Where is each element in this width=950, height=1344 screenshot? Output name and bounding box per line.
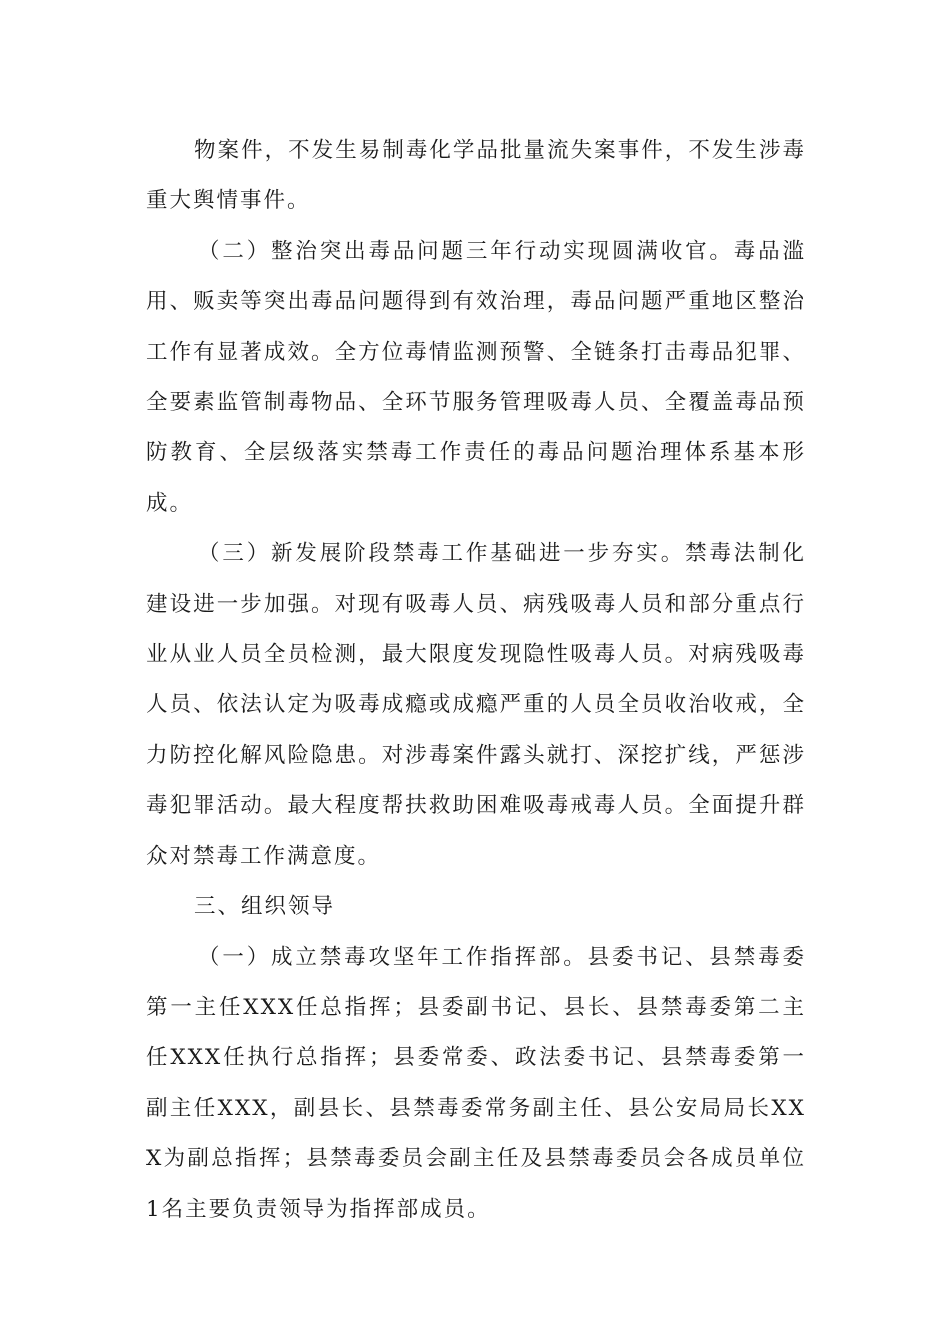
document-body (146, 126, 806, 1235)
section-heading-organization: 三、组织领导 (194, 894, 336, 920)
paragraph-continued-goals: 物案件，不发生易制毒化学品批量流失案事件，不发生涉毒重大舆情事件。 (146, 138, 806, 214)
paragraph-goal-two: （二）整治突出毒品问题三年行动实现圆满收官。毒品滥用、贩卖等突出毒品问题得到有效治理，毒品问题严重地区整治工作有显著成效。全方位毒情监测预警、全链条打击毒品犯罪、全要素监管制毒物品、全环节服务管理吸毒人员、全覆盖毒品预防教育、全层级落实禁毒工作责任的毒品问题治理体系基本形成。 (146, 238, 806, 516)
paragraph-goal-three: （三）新发展阶段禁毒工作基础进一步夯实。禁毒法制化建设进一步加强。对现有吸毒人员、病残吸毒人员和部分重点行业从业人员全员检测，最大限度发现隐性吸毒人员。对病残吸毒人员、依法认定为吸毒成瘾或成瘾严重的人员全员收治收戒，全力防控化解风险隐患。对涉毒案件露头就打、深挖扩线，严惩涉毒犯罪活动。最大程度帮扶救助困难吸毒戒毒人员。全面提升群众对禁毒工作满意度。 (146, 541, 806, 869)
paragraph-command-structure: （一）成立禁毒攻坚年工作指挥部。县委书记、县禁毒委第一主任XXX任总指挥；县委副书记、县长、县禁毒委第二主任XXX任执行总指挥；县委常委、政法委书记、县禁毒委第一副主任XXX，副县长、县禁毒委常务副主任、县公安局局长XXX为副总指挥；县禁毒委员会副主任及县禁毒委员会各成员单位1名主要负责领导为指挥部成员。 (146, 944, 806, 1222)
